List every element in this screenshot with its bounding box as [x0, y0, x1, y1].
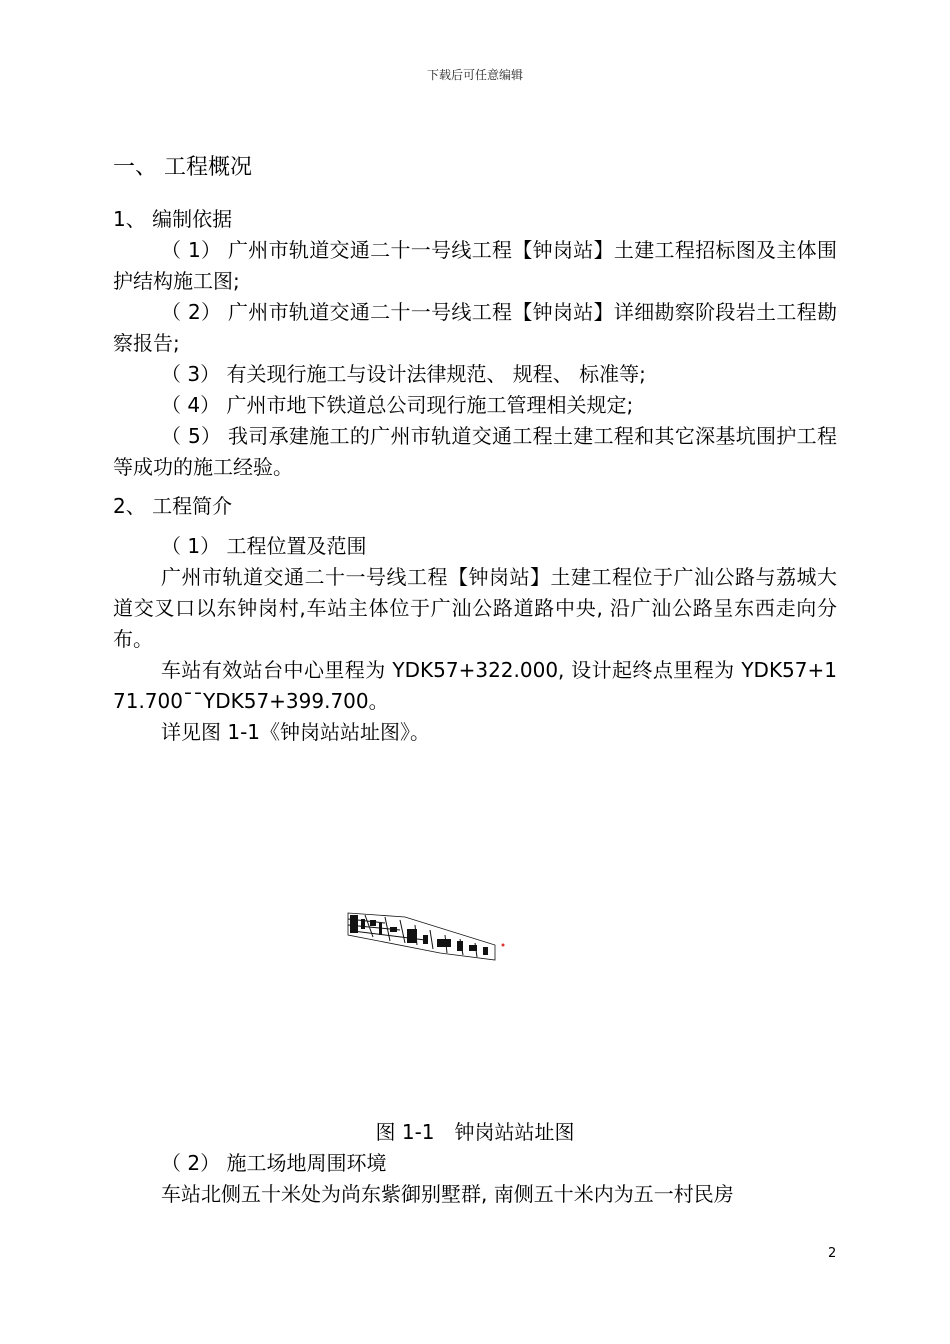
subsection-title-1: 1、 编制依据	[113, 207, 233, 231]
mileage-paragraph: 车站有效站台中心里程为 YDK57+322.000, 设计起终点里程为 YDK57+171.700¯¯YDK57+399.700。	[113, 658, 837, 713]
environment-paragraph: 车站北侧五十米处为尚东紫御别墅群, 南侧五十米内为五一村民房	[161, 1182, 734, 1206]
figure-reference: 详见图 1-1《钟岗站站址图》。	[161, 720, 431, 744]
page-header: 下载后可任意编辑	[426, 68, 523, 82]
basis-item-4: （ 4） 广州市地下铁道总公司现行施工管理相关规定;	[161, 393, 634, 417]
subsection-title-2: 2、 工程简介	[113, 494, 233, 518]
station-site-map-image	[345, 905, 510, 975]
section-title: 一、 工程概况	[113, 155, 252, 180]
basis-item-5: （ 5） 我司承建施工的广州市轨道交通工程土建工程和其它深基坑围护工程等成功的施工经验。	[113, 424, 837, 479]
basis-item-1: （ 1） 广州市轨道交通二十一号线工程【钟岗站】土建工程招标图及主体围护结构施工图;	[113, 238, 837, 293]
basis-item-3: （ 3） 有关现行施工与设计法律规范、 规程、 标准等;	[161, 362, 646, 386]
location-title: （ 1） 工程位置及范围	[161, 534, 367, 558]
page-number: 2	[828, 1246, 837, 1261]
environment-title: （ 2） 施工场地周围环境	[161, 1151, 387, 1175]
location-paragraph: 广州市轨道交通二十一号线工程【钟岗站】土建工程位于广汕公路与荔城大道交叉口以东钟岗村,车站主体位于广汕公路道路中央, 沿广汕公路呈东西走向分布。	[113, 565, 837, 651]
basis-item-2: （ 2） 广州市轨道交通二十一号线工程【钟岗站】详细勘察阶段岩土工程勘察报告;	[113, 300, 837, 355]
figure-caption: 图 1-1 钟岗站站址图	[375, 1120, 575, 1144]
